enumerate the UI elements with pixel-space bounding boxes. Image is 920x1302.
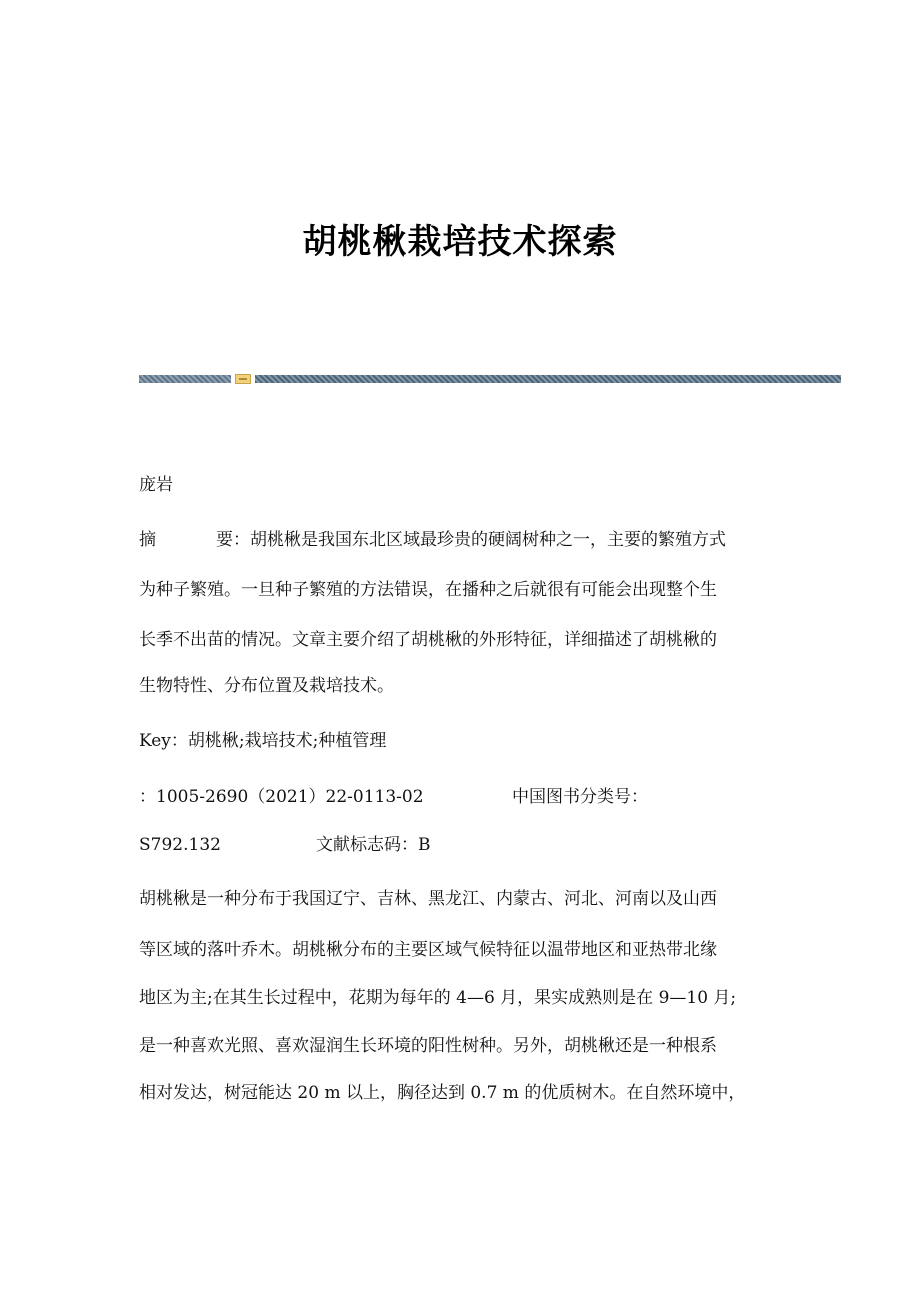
abstract-label-a: 摘 bbox=[139, 530, 156, 550]
divider-bar-right bbox=[255, 375, 841, 383]
abstract-line-4: 生物特性、分布位置及栽培技术。 bbox=[139, 676, 394, 696]
body-line-4: 是一种喜欢光照、喜欢湿润生长环境的阳性树种。另外，胡桃楸还是一种根系 bbox=[139, 1036, 717, 1056]
title-divider bbox=[139, 375, 841, 383]
classification-line-1 bbox=[139, 787, 648, 807]
page-title: 胡桃楸栽培技术探索 bbox=[302, 222, 618, 262]
body-line-2: 等区域的落叶乔木。胡桃楸分布的主要区域气候特征以温带地区和亚热带北缘 bbox=[139, 940, 717, 960]
abstract-line-3: 长季不出苗的情况。文章主要介绍了胡桃楸的外形特征，详细描述了胡桃楸的 bbox=[139, 630, 717, 650]
clc-code: S792.132 bbox=[139, 835, 221, 855]
divider-ornament-icon bbox=[235, 374, 251, 384]
keywords: Key：胡桃楸;栽培技术;种植管理 bbox=[139, 731, 387, 751]
doc-code: 文献标志码：B bbox=[316, 835, 431, 855]
issn: ：1005-2690（2021）22-0113-02 bbox=[139, 787, 424, 807]
divider-bar-left bbox=[139, 375, 231, 383]
clc-label: 中国图书分类号： bbox=[512, 787, 648, 807]
abstract-label-b: 要： bbox=[216, 530, 250, 550]
abstract-line-1 bbox=[139, 530, 726, 550]
author: 庞岩 bbox=[139, 475, 173, 495]
body-line-3: 地区为主;在其生长过程中，花期为每年的 4—6 月，果实成熟则是在 9—10 月; bbox=[139, 988, 737, 1008]
body-line-5: 相对发达，树冠能达 20 m 以上，胸径达到 0.7 m 的优质树木。在自然环境中， bbox=[139, 1083, 746, 1103]
body-line-1: 胡桃楸是一种分布于我国辽宁、吉林、黑龙江、内蒙古、河北、河南以及山西 bbox=[139, 889, 717, 909]
classification-line-2 bbox=[139, 835, 431, 855]
abstract-text-1: 胡桃楸是我国东北区域最珍贵的硬阔树种之一，主要的繁殖方式 bbox=[250, 530, 726, 550]
abstract-line-2: 为种子繁殖。一旦种子繁殖的方法错误，在播种之后就很有可能会出现整个生 bbox=[139, 580, 717, 600]
